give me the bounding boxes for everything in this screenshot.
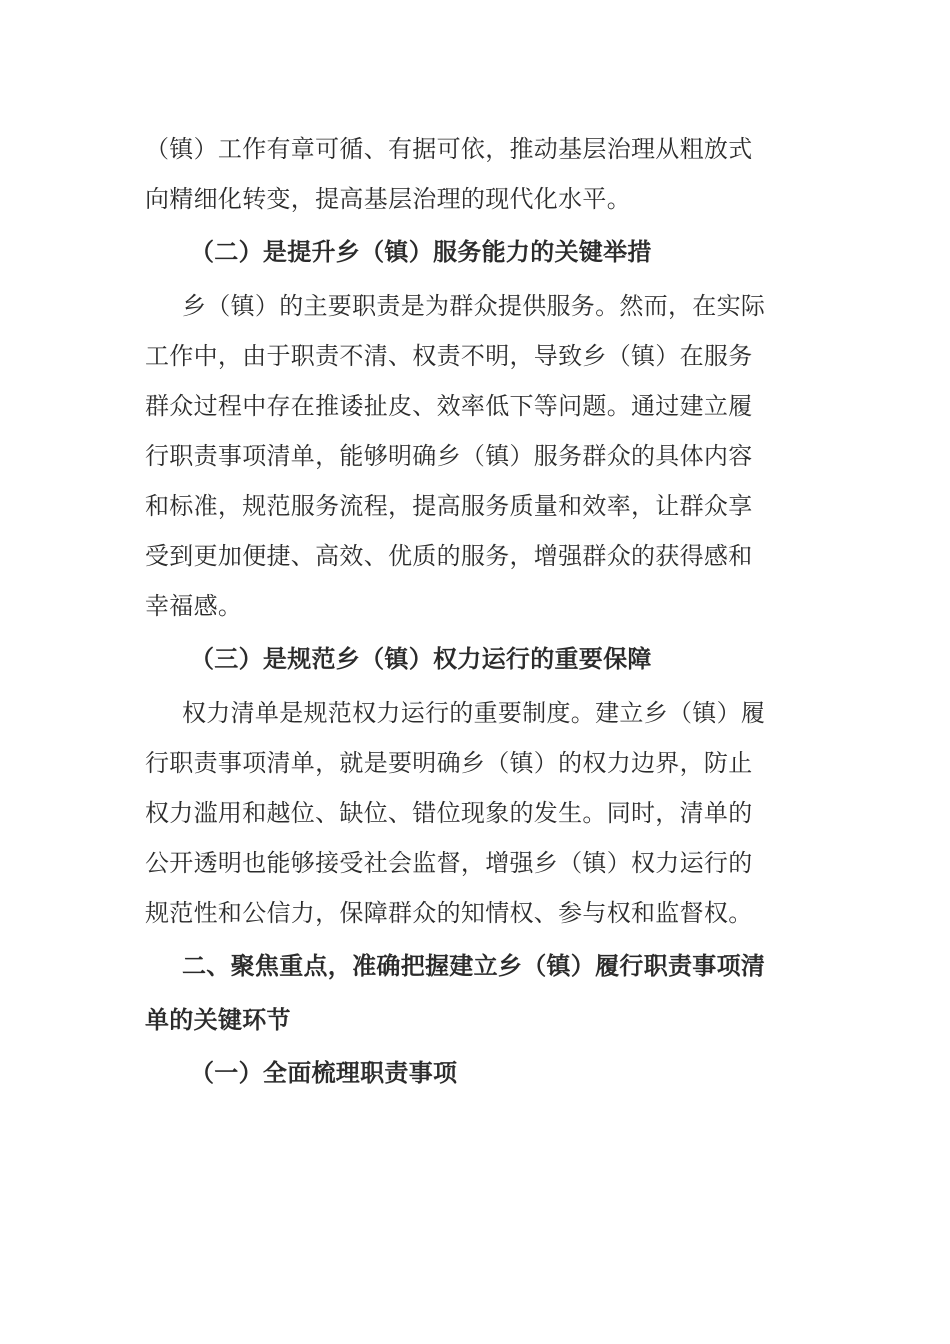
chapter-heading: 二、聚焦重点，准确把握建立乡（镇）履行职责事项清	[182, 952, 766, 980]
paragraph-line: 受到更加便捷、高效、优质的服务，增强群众的获得感和	[145, 542, 753, 570]
paragraph-line: 规范性和公信力，保障群众的知情权、参与权和监督权。	[145, 899, 753, 927]
section-heading: （一）全面梳理职责事项	[190, 1059, 458, 1087]
paragraph-line: 工作中，由于职责不清、权责不明，导致乡（镇）在服务	[145, 342, 753, 370]
paragraph-line: 幸福感。	[145, 592, 243, 620]
paragraph-line: 乡（镇）的主要职责是为群众提供服务。然而，在实际	[182, 292, 766, 320]
paragraph-line: 权力滥用和越位、缺位、错位现象的发生。同时，清单的	[145, 799, 753, 827]
paragraph-line: 行职责事项清单，就是要明确乡（镇）的权力边界，防止	[145, 749, 753, 777]
paragraph-line: （镇）工作有章可循、有据可依，推动基层治理从粗放式	[145, 135, 753, 163]
chapter-heading: 单的关键环节	[145, 1006, 291, 1034]
document-page	[145, 124, 800, 1102]
section-heading: （三）是规范乡（镇）权力运行的重要保障	[190, 645, 652, 673]
paragraph-line: 和标准，规范服务流程，提高服务质量和效率，让群众享	[145, 492, 753, 520]
paragraph-line: 行职责事项清单，能够明确乡（镇）服务群众的具体内容	[145, 442, 753, 470]
paragraph-line: 向精细化转变，提高基层治理的现代化水平。	[145, 185, 631, 213]
paragraph-line: 群众过程中存在推诿扯皮、效率低下等问题。通过建立履	[145, 392, 753, 420]
paragraph-line: 权力清单是规范权力运行的重要制度。建立乡（镇）履	[182, 699, 766, 727]
section-heading: （二）是提升乡（镇）服务能力的关键举措	[190, 238, 652, 266]
paragraph-line: 公开透明也能够接受社会监督，增强乡（镇）权力运行的	[145, 849, 753, 877]
